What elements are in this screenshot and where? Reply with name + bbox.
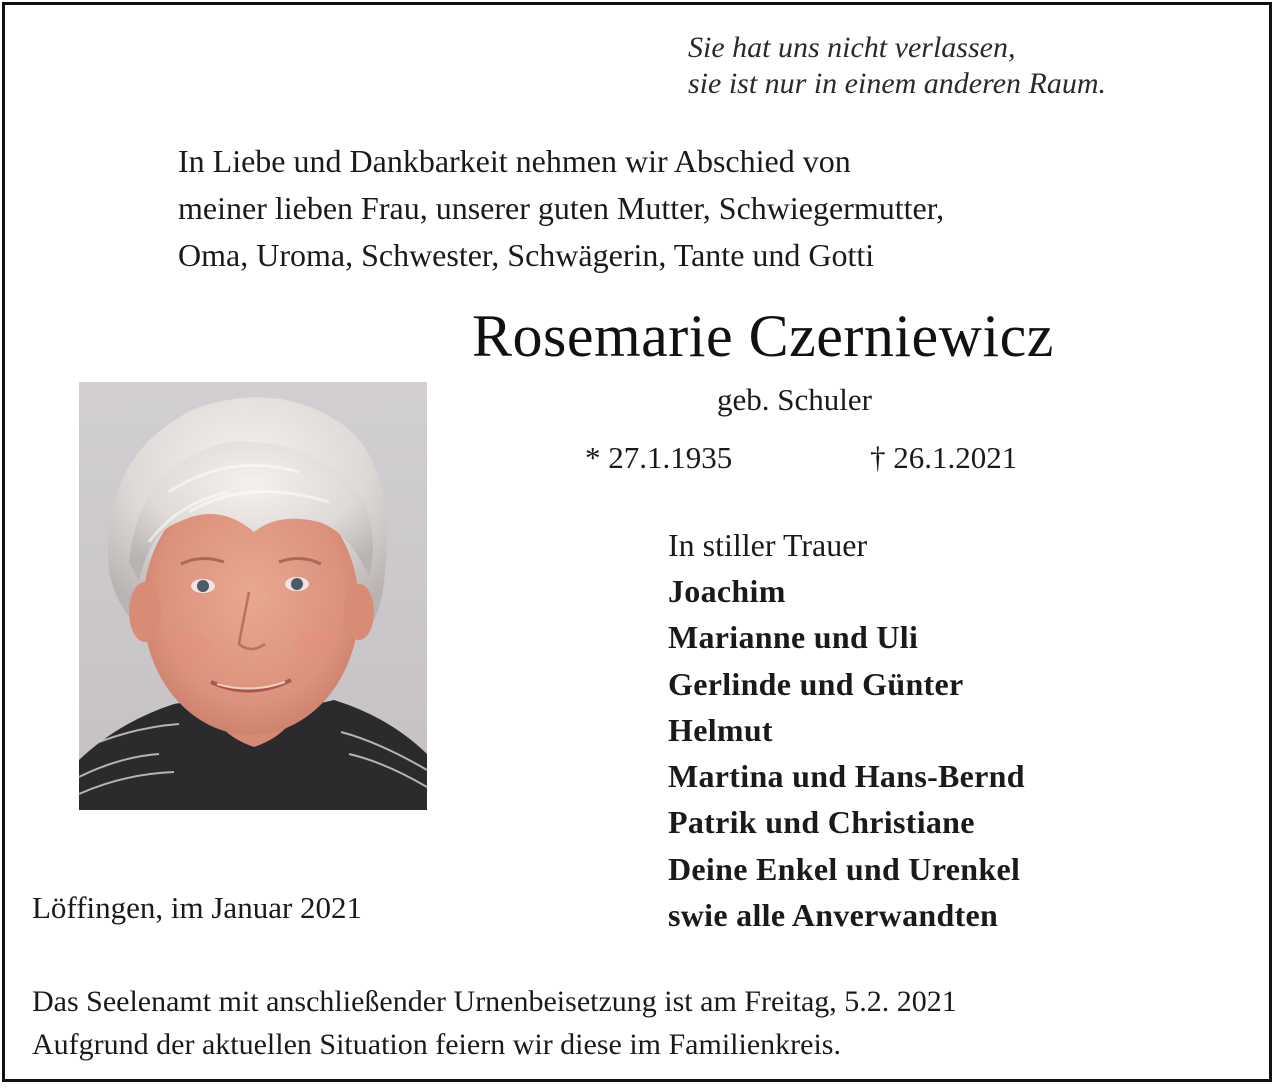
service-info bbox=[32, 980, 957, 1066]
mourner-name: swie alle Anverwandten bbox=[668, 897, 999, 934]
motto-quote bbox=[688, 30, 1106, 102]
service-line: Aufgrund der aktuellen Situation feiern wir diese im Familienkreis. bbox=[32, 1028, 841, 1061]
portrait-photo bbox=[79, 382, 427, 810]
mourner-name: Martina und Hans-Bernd bbox=[668, 758, 1025, 795]
mourners-list bbox=[668, 522, 1025, 938]
intro-line: meiner lieben Frau, unserer guten Mutter, Schwiegermutter, bbox=[178, 190, 945, 226]
birth-date: * 27.1.1935 bbox=[585, 440, 733, 475]
mourner-name: Joachim bbox=[668, 573, 786, 609]
motto-line: Sie hat uns nicht verlassen, bbox=[688, 31, 1016, 64]
intro-line: In Liebe und Dankbarkeit nehmen wir Abschied von bbox=[178, 143, 851, 179]
motto-line: sie ist nur in einem anderen Raum. bbox=[688, 67, 1106, 100]
intro-line: Oma, Uroma, Schwester, Schwägerin, Tante und Gotti bbox=[178, 237, 875, 273]
mourner-name: Helmut bbox=[668, 711, 773, 748]
place-date: Löffingen, im Januar 2021 bbox=[32, 890, 363, 925]
death-date: † 26.1.2021 bbox=[870, 440, 1018, 475]
intro-text bbox=[178, 138, 944, 279]
mourner-name: Marianne und Uli bbox=[668, 619, 919, 656]
service-line: Das Seelenamt mit anschließender Urnenbeisetzung ist am Freitag, 5.2. 2021 bbox=[32, 985, 957, 1018]
mourner-name: Patrik und Christiane bbox=[668, 804, 975, 841]
maiden-name: geb. Schuler bbox=[717, 382, 872, 417]
mourner-name: Gerlinde und Günter bbox=[668, 665, 964, 702]
mourners-heading: In stiller Trauer bbox=[668, 527, 868, 563]
deceased-name: Rosemarie Czerniewicz bbox=[472, 303, 1054, 369]
mourner-name: Deine Enkel und Urenkel bbox=[668, 850, 1021, 887]
